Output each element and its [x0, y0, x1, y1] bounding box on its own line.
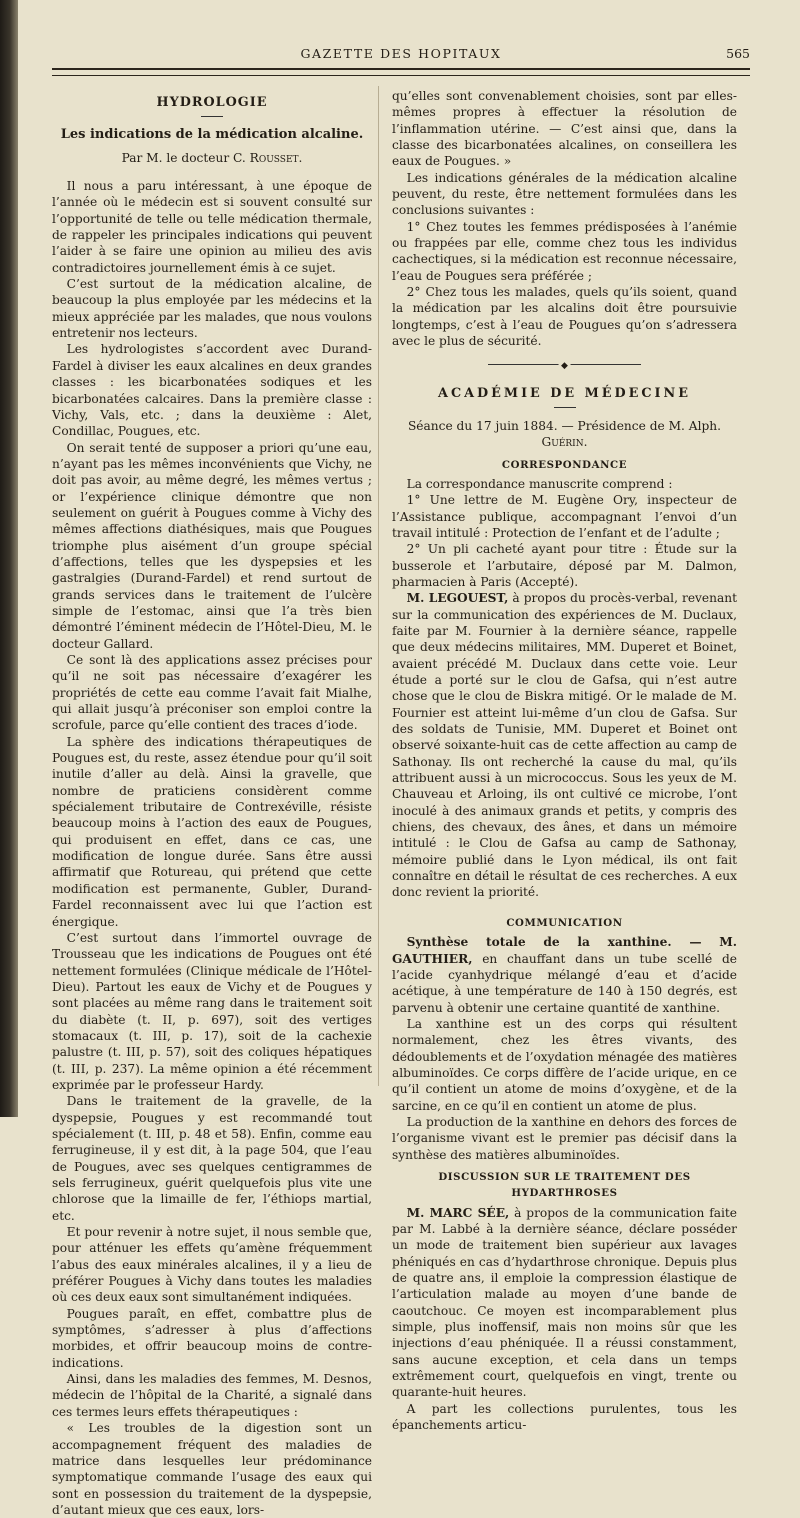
spacer [392, 901, 737, 909]
communication-title: Synthèse totale de la xanthine. — M. GAUTHIER, [392, 935, 737, 966]
paragraph: Il nous a paru intéressant, à une époque de l’année où le médecin est si souvent consulté sur l’opportunité de telle ou telle médication thermale, de rappeler les principales indications qui peuvent l’aider à se faire une opinion au milieu des avis contradictoires journellement émis à ce sujet. [52, 179, 372, 275]
paragraph: La xanthine est un des corps qui résultent normalement, chez les êtres vivants, des dédoublements et de l’oxydation ménagée des matières albuminoïdes. Ce corps diffère de l’acide urique, en ce qu’il contient un atome de moins d’oxygène, et de la sarcine, en ce qu’il en contient un atome de plus. [392, 1016, 737, 1113]
column-divider [378, 86, 379, 1086]
subheading-discussion: DISCUSSION SUR LE TRAITEMENT DES HYDARTHROSES [438, 1170, 691, 1200]
paragraph: Ce sont là des applications assez précises pour qu’il ne soit pas nécessaire d’exagérer les propriétés de cette eau comme l’avait fait Mialhe, qui allait jusqu’à préconiser son emploi contre la scrofule, parce qu’elle contient des traces d’iode. [52, 653, 372, 733]
section-ornament [392, 358, 737, 370]
paragraph: La correspondance manuscrite comprend : [406, 476, 673, 491]
paragraph: qu’elles sont convenablement choisies, sont par elles-mêmes propres à effectuer la résolution de l’inflammation utérine. — C’est ainsi que, dans la classe des bicarbonatées alcalines, on conseillera les eaux de Pougues. » [392, 89, 737, 169]
byline-prefix: Par M. le docteur C. [121, 150, 246, 165]
paragraph: Et pour revenir à notre sujet, il nous semble que, pour atténuer les effets qu’amène fréquemment l’abus des eaux minérales alcalines, il y a lieu de préférer Pougues à Vichy dans toutes les maladies où ces deux eaux sont simultanément indiquées. [52, 1225, 372, 1305]
paragraph-text: à propos du procès-verbal, revenant sur la communication des expériences de M. Duclaux, faite par M. Fournier à la dernière séance, rappelle que deux médecins militaires, MM. Duperet et Boinet, avaient précédé M. Duclaux dans cette voie. Leur étude a porté sur le clou de Gafsa, qui n’est autre chose que le clou de Biskra mitigé. Or le malade de M. Fournier est atteint lui-même d’un clou de Gafsa. Sur des soldats de Tunisie, MM. Duperet et Boinet ont observé soixante-huit cas de cette affection au camp de Sathonay. Ils ont recherché la cause du mal, qu’ils attribuent aussi à un micrococcus. Sous les yeux de M. Chauveau et Arloing, ils ont cultivé ce microbe, l’ont inoculé à des animaux grands et petits, y compris des chiens, des chevaux, des ânes, et dans un mémoire intitulé : le Clou de Gafsa au camp de Sathonay, mémoire publié dans le Lyon médical, ils ont fait connaître en détail le résultat de ces recherches. A eux donc revient la priorité. [392, 591, 737, 900]
paragraph [392, 1205, 737, 1401]
byline: Par M. le docteur C. Rousset. [121, 150, 303, 165]
paragraph: A part les collections purulentes, tous les épanchements articu- [392, 1401, 737, 1433]
ornament-glyph: ◆ [558, 358, 571, 374]
byline-author: Rousset [249, 150, 299, 165]
page-header [52, 46, 750, 64]
speaker-name: M. MARC SÉE, [406, 1205, 510, 1220]
section-heading-hydrologie: HYDROLOGIE [156, 95, 268, 110]
speaker-name: M. LEGOUEST, [406, 591, 509, 606]
paragraph-text: en chauffant dans un tube scellé de l’acide cyanhydrique mélangé d’eau et d’acide acétique, à une température de 140 à 150 degrés, est parvenu à obtenir une certaine quantité de xanthine. [392, 951, 738, 1015]
short-rule [554, 407, 576, 408]
paragraph: 2° Chez tous les malades, quels qu’ils soient, quand la médication par les alcalins doit être poursuivie longtemps, c’est à l’eau de Pougues qu’on s’adressera avec le plus de sécurité. [392, 285, 737, 349]
header-rule-thin [52, 75, 750, 76]
paragraph: C’est surtout dans l’immortel ouvrage de Trousseau que les indications de Pougues ont été nettement formulées (Clinique médicale de l’Hôtel-Dieu). Partout les eaux de Vichy et de Pougues y sont placées au même rang dans le traitement soit du diabète (t. II, p. 697), soit des vertiges stomacaux (t. III, p. 17), soit de la cachexie palustre (t. III, p. 57), soit des coliques hépatiques (t. III, p. 237). La même opinion a été récemment exprimée par le professeur Hardy. [52, 930, 372, 1092]
left-column [52, 88, 372, 1518]
paragraph-text: à propos de la communication faite par M. Labbé à la dernière séance, déclare posséder un mode de traitement bien supérieur aux lavages phéniqués en cas d’hydarthrose chronique. Depuis plus de quatre ans, il emploie la compression élastique de l’articulation malade au moyen d’une bande de caoutchouc. Ce moyen est incomparablement plus simple, plus inoffensif, mais non moins sûr que les injections d’eau phéniquée. Il a réussi constamment, sans aucune exception, et cela dans un temps extrêmement court, quelquefois en vingt, trente ou quarante-huit heures. [392, 1205, 738, 1400]
subheading-communication: COMMUNICATION [506, 916, 623, 929]
paragraph [392, 934, 737, 1016]
section-heading-academie: ACADÉMIE DE MÉDECINE [438, 385, 691, 401]
paragraph: La sphère des indications thérapeutiques de Pougues est, du reste, assez étendue pour qu’il soit inutile d’aller au delà. Ainsi la gravelle, que nombre de praticiens considèrent comme spécialement tributaire de Contrexéville, résiste beaucoup moins à l’action des eaux de Pougues, qui produisent en effet, dans ce cas, une modification de longue durée. Sans être aussi affirmatif que Rotureau, qui prétend que cette modification est permanente, Gubler, Durand-Fardel reconnaissent avec lui que l’action est énergique. [52, 734, 372, 929]
page-number: 565 [726, 46, 750, 61]
header-rule-thick [52, 68, 750, 70]
page-binding [0, 0, 18, 1117]
paragraph: On serait tenté de supposer a priori qu’une eau, n’ayant pas les mêmes inconvénients que Vichy, ne doit pas avoir, au même degré, les mêmes vertus ; or l’expérience clinique démontre que non seulement on guérit à Pougues comme à Vichy des mêmes affections diathésiques, mais que Pougues triomphe plus aisément d’un groupe spécial d’affections, telles que les dyspepsies et les gastralgies (Durand-Fardel) et rend surtout de grands services dans le traitement de l’ulcère simple de l’estomac, ainsi que l’a très bien démontré l’éminent médecin de l’Hôtel-Dieu, M. le docteur Gallard. [52, 440, 372, 651]
seance-president: Guérin [541, 435, 584, 450]
paragraph: Ainsi, dans les maladies des femmes, M. Desnos, médecin de l’hôpital de la Charité, a signalé dans ces termes leurs effets thérapeutiques : [52, 1372, 372, 1419]
short-rule [201, 116, 223, 117]
article-title: Les indications de la médication alcaline. [60, 127, 364, 143]
right-column [392, 88, 737, 1433]
paragraph: 1° Une lettre de M. Eugène Ory, inspecteur de l’Assistance publique, accompagnant l’envoi d’un travail intitulé : Protection de l’enfant et de l’adulte ; [392, 493, 737, 540]
paragraph: « Les troubles de la digestion sont un accompagnement fréquent des maladies de matrice dans lesquelles leur prédominance symptomatique commande l’usage des eaux qui sont en possession du traitement de la dyspepsie, d’autant mieux que ces eaux, lors- [52, 1421, 372, 1517]
subheading-correspondance: CORRESPONDANCE [501, 458, 628, 471]
paragraph: Les indications générales de la médication alcaline peuvent, du reste, être nettement formulées dans les conclusions suivantes : [392, 170, 737, 218]
paragraph: Dans le traitement de la gravelle, de la dyspepsie, Pougues y est recommandé tout spécialement (t. III, p. 48 et 58). Enfin, comme eau ferrugineuse, il y est dit, à la page 504, que l’eau de Pougues, avec ses quelques centigrammes de sels ferrugineux, guérit quelquefois plus vite une chlorose que la limaille de fer, l’éthiops martial, etc. [52, 1094, 372, 1223]
paragraph: La production de la xanthine en dehors des forces de l’organisme vivant est le premier pas décisif dans la synthèse des matières albuminoïdes. [392, 1114, 737, 1162]
paragraph: Les hydrologistes s’accordent avec Durand-Fardel à diviser les eaux alcalines en deux grandes classes : les bicarbonatées sodiques et les bicarbonatées calcaires. Dans la première classe : Vichy, Vals, etc. ; dans la deuxième : Alet, Condillac, Pougues, etc. [52, 342, 372, 439]
seance-text: Séance du 17 juin 1884. — Présidence de M. Alph. [407, 418, 722, 433]
paragraph: 1° Chez toutes les femmes prédisposées à l’anémie ou frappées par elle, comme chez tous les individus cachectiques, si la médication est reconnue nécessaire, l’eau de Pougues sera préférée ; [392, 219, 737, 283]
paragraph: Pougues paraît, en effet, combattre plus de symptômes, s’adresser à plus d’affections morbides, et offrir beaucoup moins de contre-indications. [52, 1306, 372, 1370]
paragraph: C’est surtout de la médication alcaline, de beaucoup la plus employée par les médecins et la mieux appréciée par les malades, que nous voulons entretenir nos lecteurs. [52, 277, 372, 341]
paragraph: 2° Un pli cacheté ayant pour titre : Étude sur la busserole et l’arbutaire, déposé par M. Dalmon, pharmacien à Paris (Accepté). [392, 542, 737, 589]
running-title: GAZETTE DES HOPITAUX [300, 46, 502, 61]
seance-line: Séance du 17 juin 1884. — Présidence de M. Alph. Guérin. [407, 418, 722, 450]
paragraph [392, 590, 737, 901]
